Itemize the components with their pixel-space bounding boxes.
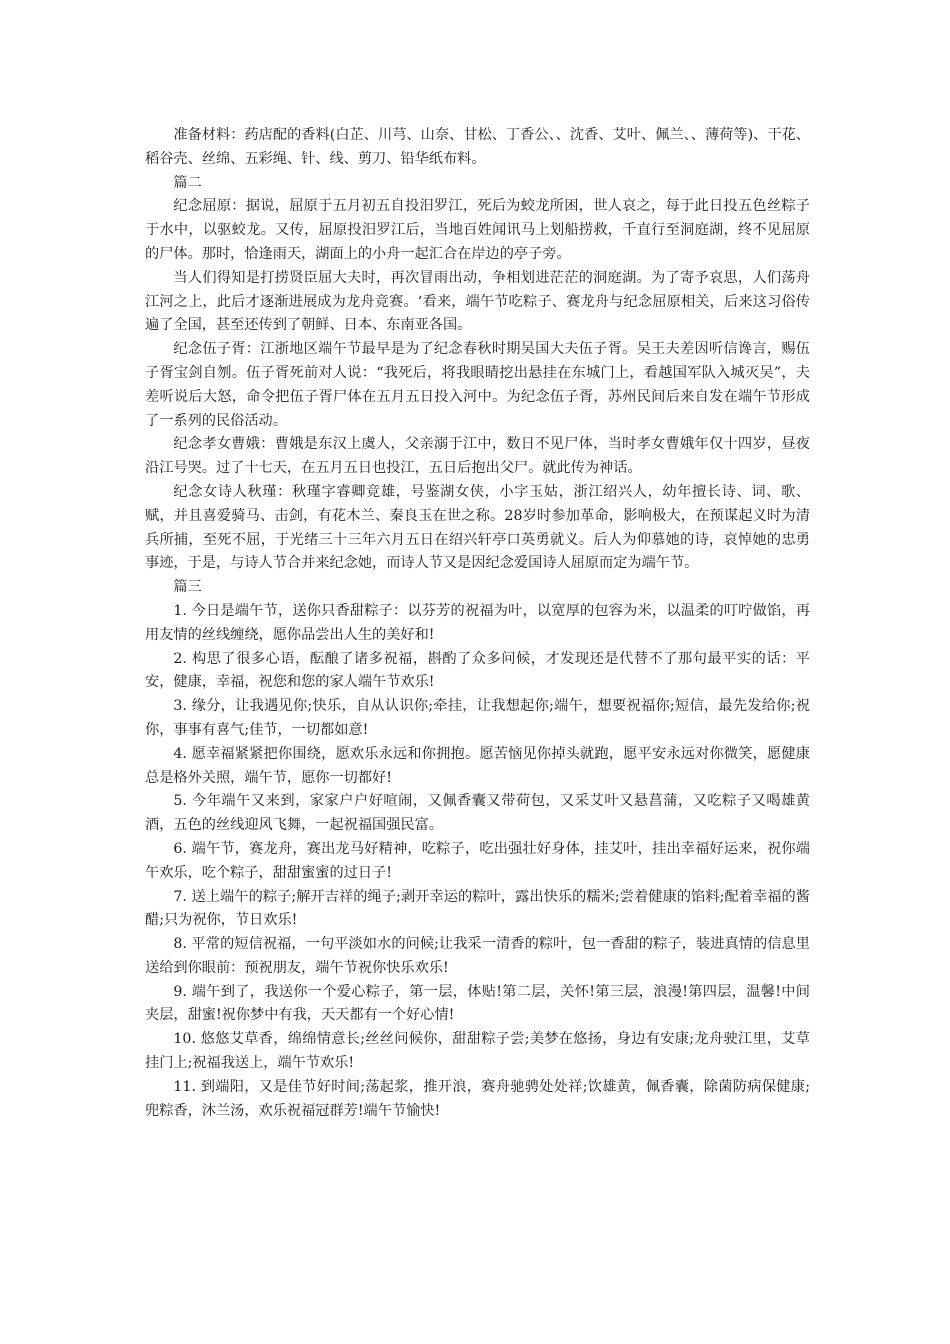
section-heading-3: 篇三 <box>173 579 202 596</box>
list-item: 8. 平常的短信祝福，一句平淡如水的问候;让我采一清香的粽叶，包一香甜的粽子，装进真情的信息里送给到你眼前：预祝朋友，端午节祝你快乐欢乐! <box>145 936 810 976</box>
paragraph: 纪念女诗人秋瑾：秋瑾字睿卿竞雄，号鉴湖女侠，小字玉姑，浙江绍兴人，幼年擅长诗、词、歌、赋，并且喜爱骑马、击剑，有花木兰、秦良玉在世之称。28岁时参加革命，影响极大，在预谋起义时为清兵所捕，至死不屈，于光绪三十三年六月五日在绍兴轩亭口英勇就义。后人为仰慕她的诗，哀悼她的忠勇事迹，于是，与诗人节合并来纪念她，而诗人节又是因纪念爱国诗人屈原而定为端午节。 <box>145 483 810 572</box>
list-item: 7. 送上端午的粽子;解开吉祥的绳子;剥开幸运的粽叶，露出快乐的糯米;尝着健康的馅料;配着幸福的酱醋;只为祝你，节日欢乐! <box>145 888 810 929</box>
paragraph: 纪念孝女曹娥：曹娥是东汉上虞人，父亲溺于江中，数日不见尸体，当时孝女曹娥年仅十四岁，昼夜沿江号哭。过了十七天，在五月五日也投江，五日后抱出父尸。就此传为神话。 <box>145 436 810 477</box>
list-item: 4. 愿幸福紧紧把你围绕，愿欢乐永远和你拥抱。愿苦恼见你掉头就跑，愿平安永远对你微笑，愿健康总是格外关照，端午节，愿你一切都好! <box>145 745 810 786</box>
list-item: 6. 端午节，赛龙舟，赛出龙马好精神，吃粽子，吃出强壮好身体，挂艾叶，挂出幸福好运来，祝你端午欢乐，吃个粽子，甜甜蜜蜜的过日子! <box>145 840 810 881</box>
list-item: 1. 今日是端午节，送你只香甜粽子：以芬芳的祝福为叶，以宽厚的包容为米，以温柔的叮咛做馅，再用友情的丝线缠绕，愿你品尝出人生的美好和! <box>145 602 810 643</box>
list-item: 5. 今年端午又来到，家家户户好喧闹，又佩香囊又带荷包，又采艾叶又悬菖蒲，又吃粽子又喝雄黄酒，五色的丝线迎风飞舞，一起祝福国强民富。 <box>145 793 810 834</box>
document-page <box>145 124 810 1123</box>
intro-paragraph: 准备材料：药店配的香料(白芷、川芎、山奈、甘松、丁香公、、沈香、艾叶、佩兰、、薄荷等)、干花、稻谷壳、丝绵、五彩绳、针、线、剪刀、铅华纸布料。 <box>145 127 810 167</box>
list-item: 3. 缘分，让我遇见你;快乐，自从认识你;牵挂，让我想起你;端午，想要祝福你;短信，最先发给你;祝你，事事有喜气;佳节，一切都如意! <box>145 698 810 738</box>
list-item: 11. 到端阳，又是佳节好时间;荡起浆，推开浪，赛舟驰骋处处祥;饮雄黄，佩香囊，除菌防病保健康;兜粽香，沐兰汤，欢乐祝福冠群芳!端午节愉快! <box>145 1078 810 1119</box>
list-item: 10. 悠悠艾草香，绵绵情意长;丝丝问候你，甜甜粽子尝;美梦在悠扬，身边有安康;龙舟驶江里，艾草挂门上;祝福我送上，端午节欢乐! <box>145 1031 810 1072</box>
paragraph: 当人们得知是打捞贤臣屈大夫时，再次冒雨出动，争相划进茫茫的洞庭湖。为了寄予哀思，人们荡舟江河之上，此后才逐渐进展成为龙舟竞赛。‘看来，端午节吃粽子、赛龙舟与纪念屈原相关，后来这习俗传遍了全国，甚至还传到了朝鲜、日本、东南亚各国。 <box>145 269 810 334</box>
paragraph: 纪念屈原：据说，屈原于五月初五自投汨罗江，死后为蛟龙所困，世人哀之，每于此日投五色丝粽子于水中，以驱蛟龙。又传，屈原投汨罗江后，当地百姓闻讯马上划船捞救，千直行至洞庭湖，终不见屈原的尸体。那时，恰逢雨天，湖面上的小舟一起汇合在岸边的亭子旁。 <box>145 198 810 262</box>
section-heading-2: 篇二 <box>173 174 202 191</box>
paragraph: 纪念伍子胥：江浙地区端午节最早是为了纪念春秋时期吴国大夫伍子胥。吴王夫差因听信谗言，赐伍子胥宝剑自刎。伍子胥死前对人说：“我死后，将我眼睛挖出悬挂在东城门上，看越国军队入城灭吴”，夫差听说后大怒，命令把伍子胥尸体在五月五日投入河中。为纪念伍子胥，苏州民间后来自发在端午节形成了一系列的民俗活动。 <box>145 341 810 429</box>
list-item: 2. 构思了很多心语，酝酿了诸多祝福，斟酌了众多问候，才发现还是代替不了那句最平实的话：平安，健康，幸福，祝您和您的家人端午节欢乐! <box>145 650 810 691</box>
list-item: 9. 端午到了，我送你一个爱心粽子，第一层，体贴!第二层，关怀!第三层，浪漫!第四层，温馨!中间夹层，甜蜜!祝你梦中有我，天天都有一个好心情! <box>145 983 810 1024</box>
